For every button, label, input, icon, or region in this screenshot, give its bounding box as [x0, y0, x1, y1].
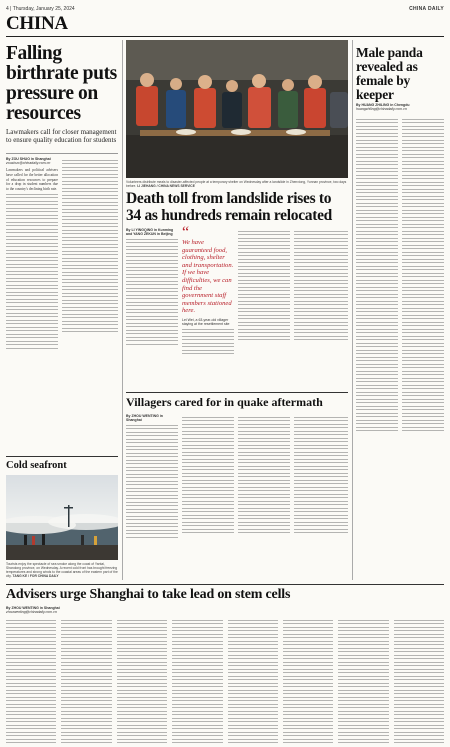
volunteers-meal-image [126, 40, 348, 178]
landslide-body-lines-1 [126, 239, 178, 345]
cold-rule [6, 456, 118, 457]
lead-col-2 [62, 157, 118, 335]
section-title: CHINA [6, 13, 68, 34]
landslide-quote: We have guaranteed food, clothing, shelter and transportation. If we have difficulties, we can find the government staff members stationed here. [182, 239, 234, 315]
landslide-photo [126, 40, 348, 178]
landslide-body-lines-2 [182, 329, 234, 355]
lead-byline: By ZOU SHUO in Shanghai [6, 157, 51, 161]
column-divider-right [352, 40, 353, 580]
cold-caption: Tourists enjoy the spectacle of sea smoke along the coast of Yantai, Shandong province, on Wednesday. A recent cold front has brought freezing temperatures and strong winds to the coastal areas of the eastern part of the city. TANG KE / FOR CHINA DAILY [6, 562, 118, 579]
cold-headline: Cold seafront [6, 460, 67, 471]
sea-smoke-image [6, 475, 118, 560]
landslide-headline: Death toll from landslide rises to 34 as hundreds remain relocated [126, 190, 332, 224]
header-rule [6, 36, 444, 37]
cold-credit: TANG KE / FOR CHINA DAILY [12, 574, 59, 579]
bottom-col-5 [228, 617, 278, 746]
villagers-body-lines-1 [126, 425, 178, 538]
panda-col-2 [402, 116, 444, 434]
landslide-col-1 [126, 228, 178, 347]
landslide-quote-col [182, 224, 234, 357]
villagers-col-2 [182, 414, 234, 536]
lead-subhead: Lawmakers call for closer management to ensure quality education for students [6, 128, 117, 145]
bottom-col-4 [172, 617, 222, 746]
lead-headline: Falling birthrate puts pressure on resources [6, 43, 117, 124]
lead-body-lines-1 [6, 194, 58, 349]
page-header [6, 4, 444, 14]
landslide-col-3 [238, 228, 290, 343]
bottom-col-1 [6, 617, 56, 746]
cold-seafront-photo [6, 475, 118, 560]
panda-byline-block [356, 103, 444, 111]
bottom-columns [6, 617, 444, 746]
bottom-byline-block [6, 606, 444, 614]
panda-col-1 [356, 116, 398, 434]
brand-name: CHINA DAILY [409, 6, 444, 12]
landslide-photo-caption: Volunteers distribute meals to disaster-affected people at a temporary shelter on Wednesday after a landslide in Zhenxiong, Yunnan province, two days before. LI JIEHANG / CHINA NEWS SERVICE [126, 180, 347, 189]
bottom-col-3 [117, 617, 167, 746]
panda-headline: Male panda revealed as female by keeper [356, 45, 423, 102]
panda-byline: By HUANG ZHILING in Chengdu [356, 103, 410, 107]
quote-mark-icon: “ [182, 224, 190, 241]
landslide-photo-credit: LI JIEHANG / CHINA NEWS SERVICE [137, 184, 195, 189]
panda-email: huangzhiling@chinadaily.com.cn [356, 107, 407, 112]
column-divider-left [122, 40, 123, 580]
villagers-headline: Villagers cared for in quake aftermath [126, 395, 323, 409]
villagers-rule [126, 392, 348, 393]
bottom-col-8 [394, 617, 444, 746]
lead-intro: Lawmakers and political advisers have called for the better allocation of education resources to prepare for a drop in student numbers due to the country's declining birth rate. [6, 168, 58, 191]
bottom-email: zhouwenting@chinadaily.com.cn [6, 610, 57, 615]
landslide-quote-author: Lei Wei, a 63-year-old villager staying at the resettlement site [182, 317, 230, 327]
bottom-rule [6, 584, 444, 585]
bottom-byline: By ZHOU WENTING in Shanghai [6, 606, 60, 610]
bottom-col-2 [61, 617, 111, 746]
page-date: 4 | Thursday, January 25, 2024 [6, 6, 75, 12]
villagers-col-4 [294, 414, 348, 536]
villagers-byline: By ZHOU WENTING in Shanghai [126, 414, 163, 423]
bottom-col-6 [283, 617, 333, 746]
lead-col-1 [6, 157, 58, 351]
villagers-col-3 [238, 414, 290, 536]
lead-email: zoushuo@chinadaily.com.cn [6, 161, 51, 166]
landslide-col-4 [294, 228, 348, 343]
bottom-col-7 [338, 617, 388, 746]
bottom-headline: Advisers urge Shanghai to take lead on stem cells [6, 587, 291, 602]
lead-subhead-rule [6, 153, 118, 154]
villagers-col-1 [126, 414, 178, 540]
landslide-byline: By LI YINGQING in Kunming and YANG ZEKUN in Beijing [126, 228, 174, 237]
